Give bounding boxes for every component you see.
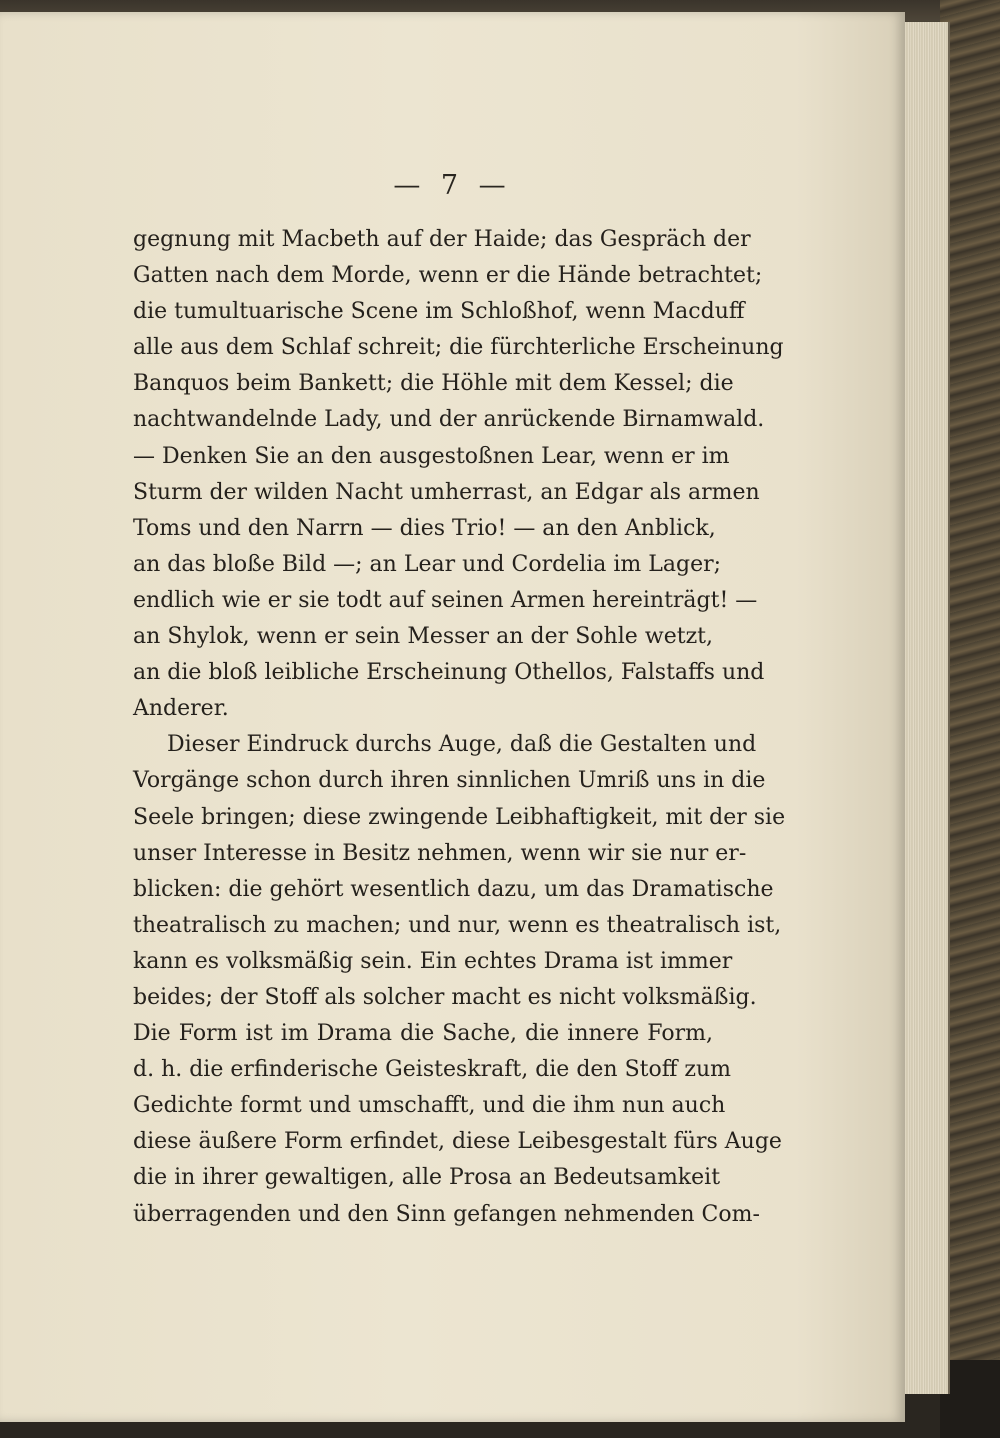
text-line: Seele bringen; diese zwingende Leibhaftigkeit, mit der sie [133,804,786,830]
text-line: diese äußere Form erfindet, diese Leibesgestalt fürs Auge [133,1129,782,1155]
text-line: an Shylok, wenn er sein Messer an der Sohle wetzt, [133,624,713,650]
text-line: unser Interesse in Besitz nehmen, wenn wir sie nur er- [133,840,747,866]
text-line: blicken: die gehört wesentlich dazu, um das Dramatische [133,876,774,902]
text-line: die in ihrer gewaltigen, alle Prosa an Bedeutsamkeit [133,1165,721,1191]
text-line: Sturm der wilden Nacht umherrast, an Edgar als armen [133,479,760,505]
text-line: an die bloß leibliche Erscheinung Othellos, Falstaffs und [133,660,765,686]
text-line: alle aus dem Schlaf schreit; die fürchterliche Erscheinung [133,335,784,361]
text-line: an das bloße Bild —; an Lear und Cordelia im Lager; [133,551,722,577]
text-line: theatralisch zu machen; und nur, wenn es theatralisch ist, [133,912,782,938]
book-page [0,12,905,1422]
text-line: die tumultuarische Scene im Schloßhof, wenn Macduff [133,299,745,325]
text-line: Anderer. [133,696,229,722]
text-line: Vorgänge schon durch ihren sinnlichen Umriß uns in die [133,768,766,794]
text-line: endlich wie er sie todt auf seinen Armen hereinträgt! — [133,587,758,613]
text-line: Gatten nach dem Morde, wenn er die Hände betrachtet; [133,263,763,289]
text-line: gegnung mit Macbeth auf der Haide; das Gespräch der [133,227,751,252]
text-line: kann es volksmäßig sein. Ein echtes Drama ist immer [133,948,733,974]
text-line: beides; der Stoff als solcher macht es nicht volksmäßig. [133,984,757,1010]
text-line: — Denken Sie an den ausgestoßnen Lear, wenn er im [133,443,730,469]
text-line: Gedichte formt und umschafft, und die ihm nun auch [133,1093,726,1119]
text-line: überragenden und den Sinn gefangen nehmenden Com- [133,1201,760,1227]
text-line: Dieser Eindruck durchs Auge, daß die Gestalten und [167,732,757,758]
page-number: — 7 — [393,170,512,201]
body-text [133,222,786,1233]
text-line: Toms und den Narrn — dies Trio! — an den Anblick, [133,515,716,541]
text-line: Banquos beim Bankett; die Höhle mit dem Kessel; die [133,371,734,397]
text-line: d. h. die erfinderische Geisteskraft, die den Stoff zum [133,1057,731,1083]
text-line: Die Form ist im Drama die Sache, die innere Form, [133,1021,713,1047]
text-line: nachtwandelnde Lady, und der anrückende Birnamwald. [133,407,765,433]
